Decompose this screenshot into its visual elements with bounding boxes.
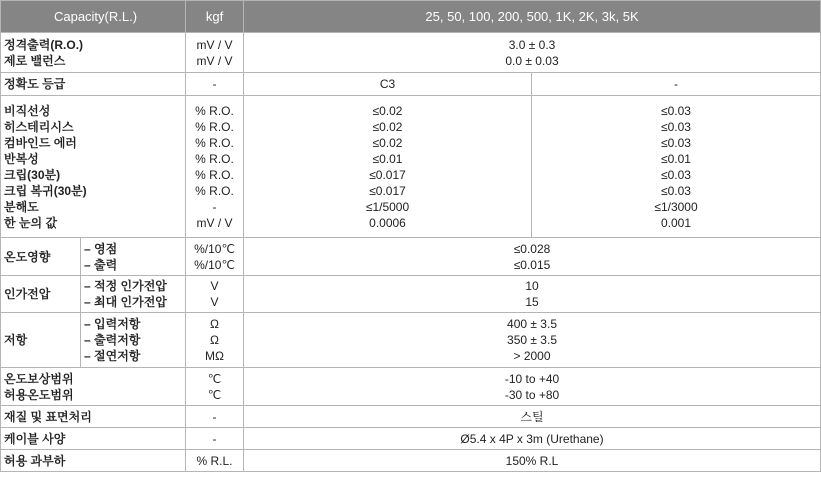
row-temp-effect bbox=[1, 238, 821, 276]
overload-unit: % R.L. bbox=[186, 450, 244, 472]
row-material bbox=[1, 406, 821, 428]
row-accuracy bbox=[1, 96, 821, 238]
temp-range-values bbox=[244, 368, 821, 406]
temp-effect-label: 온도영향 bbox=[1, 238, 81, 276]
overload-label: 허용 과부하 bbox=[1, 450, 186, 472]
hysteresis-c1: ≤0.02 bbox=[372, 119, 403, 134]
output-resistance-unit: Ω bbox=[210, 333, 219, 347]
creep-return-c1: ≤0.017 bbox=[369, 183, 406, 198]
compensated-range-unit: ℃ bbox=[207, 371, 222, 386]
resolution-c1: ≤1/5000 bbox=[365, 199, 410, 214]
accuracy-labels bbox=[1, 96, 186, 238]
temp-effect-span-value: ≤0.015 bbox=[513, 257, 551, 272]
creep-return-c2: ≤0.03 bbox=[661, 183, 691, 198]
cable-unit: - bbox=[186, 428, 244, 450]
temp-range-units bbox=[186, 368, 244, 406]
creep-c2: ≤0.03 bbox=[661, 167, 691, 182]
insulation-resistance-value: > 2000 bbox=[513, 349, 551, 363]
accuracy-c1 bbox=[244, 96, 532, 238]
repeatability-unit: % R.O. bbox=[195, 151, 234, 166]
output-resistance-label: – 출력저항 bbox=[84, 333, 141, 347]
excitation-max-label: – 최대 인가전압 bbox=[84, 295, 167, 309]
combined-error-unit: % R.O. bbox=[195, 135, 234, 150]
resistance-units bbox=[186, 313, 244, 368]
input-resistance-label: – 입력저항 bbox=[84, 317, 141, 331]
excitation-recommended-label: – 적정 인가전압 bbox=[84, 279, 167, 293]
output-resistance-value: 350 ± 3.5 bbox=[507, 333, 557, 347]
division-value-unit: mV / V bbox=[196, 215, 233, 230]
safe-range-unit: ℃ bbox=[207, 387, 222, 402]
accuracy-units bbox=[186, 96, 244, 238]
material-label: 재질 및 표면처리 bbox=[1, 406, 186, 428]
nonlinearity-c1: ≤0.02 bbox=[372, 103, 403, 118]
overload-value: 150% R.L bbox=[244, 450, 821, 472]
row-excitation bbox=[1, 276, 821, 313]
temp-effect-span-label: – 출력 bbox=[84, 257, 118, 272]
output-units bbox=[186, 33, 244, 73]
zero-balance-label: 제로 밸런스 bbox=[4, 53, 66, 68]
temp-effect-span-unit: %/10℃ bbox=[194, 257, 235, 272]
resolution-label: 분해도 bbox=[4, 199, 39, 214]
repeatability-c1: ≤0.01 bbox=[372, 151, 403, 166]
repeatability-label: 반복성 bbox=[4, 151, 39, 166]
material-value: 스틸 bbox=[244, 406, 821, 428]
grade-c2: - bbox=[532, 73, 821, 96]
temp-effect-zero-value: ≤0.028 bbox=[513, 241, 551, 256]
hysteresis-unit: % R.O. bbox=[195, 119, 234, 134]
temp-effect-zero-label: – 영점 bbox=[84, 241, 118, 256]
row-output bbox=[1, 33, 821, 73]
rated-output-label: 정격출력(R.O.) bbox=[4, 37, 84, 52]
temp-effect-zero-unit: %/10℃ bbox=[194, 241, 235, 256]
combined-error-c1: ≤0.02 bbox=[372, 135, 403, 150]
resistance-label: 저항 bbox=[1, 313, 81, 368]
division-value-label: 한 눈의 값 bbox=[4, 215, 58, 230]
nonlinearity-unit: % R.O. bbox=[195, 103, 234, 118]
grade-c1: C3 bbox=[244, 73, 532, 96]
nonlinearity-label: 비직선성 bbox=[4, 103, 51, 118]
hysteresis-c2: ≤0.03 bbox=[661, 119, 691, 134]
combined-error-c2: ≤0.03 bbox=[661, 135, 691, 150]
header-row bbox=[1, 1, 821, 33]
creep-return-label: 크립 복귀(30분) bbox=[4, 183, 87, 198]
creep-unit: % R.O. bbox=[195, 167, 234, 182]
creep-return-unit: % R.O. bbox=[195, 183, 234, 198]
division-value-c2: 0.001 bbox=[661, 215, 692, 230]
hysteresis-label: 히스테리시스 bbox=[4, 119, 74, 134]
repeatability-c2: ≤0.01 bbox=[661, 151, 691, 166]
rated-output-value: 3.0 ± 0.3 bbox=[508, 37, 556, 52]
row-overload bbox=[1, 450, 821, 472]
header-capacity: Capacity(R.L.) bbox=[1, 1, 186, 33]
compensated-range-value: -10 to +40 bbox=[504, 371, 560, 386]
zero-balance-value: 0.0 ± 0.03 bbox=[505, 53, 559, 68]
temp-range-labels bbox=[1, 368, 186, 406]
cable-value: Ø5.4 x 4P x 3m (Urethane) bbox=[244, 428, 821, 450]
excitation-subs bbox=[81, 276, 186, 313]
zero-balance-unit: mV / V bbox=[196, 53, 233, 68]
insulation-resistance-label: – 절연저항 bbox=[84, 349, 141, 363]
material-unit: - bbox=[186, 406, 244, 428]
resolution-unit: - bbox=[212, 199, 217, 214]
row-temp-range bbox=[1, 368, 821, 406]
excitation-label: 인가전압 bbox=[1, 276, 81, 313]
row-grade bbox=[1, 73, 821, 96]
rated-output-unit: mV / V bbox=[196, 37, 233, 52]
accuracy-c2 bbox=[532, 96, 821, 238]
temp-effect-values bbox=[244, 238, 821, 276]
excitation-values bbox=[244, 276, 821, 313]
output-values bbox=[244, 33, 821, 73]
excitation-max-value: 15 bbox=[525, 295, 539, 309]
division-value-c1: 0.0006 bbox=[369, 215, 406, 230]
excitation-recommended-unit: V bbox=[210, 279, 219, 293]
combined-error-label: 컴바인드 에러 bbox=[4, 135, 77, 150]
header-range: 25, 50, 100, 200, 500, 1K, 2K, 3k, 5K bbox=[244, 1, 821, 33]
grade-label: 정확도 등급 bbox=[1, 73, 186, 96]
nonlinearity-c2: ≤0.03 bbox=[661, 103, 691, 118]
creep-label: 크립(30분) bbox=[4, 167, 61, 182]
creep-c1: ≤0.017 bbox=[369, 167, 406, 182]
output-labels bbox=[1, 33, 186, 73]
resolution-c2: ≤1/3000 bbox=[654, 199, 698, 214]
grade-unit: - bbox=[186, 73, 244, 96]
row-cable bbox=[1, 428, 821, 450]
cable-label: 케이블 사양 bbox=[1, 428, 186, 450]
insulation-resistance-unit: MΩ bbox=[205, 349, 224, 363]
row-resistance bbox=[1, 313, 821, 368]
compensated-range-label: 온도보상범위 bbox=[4, 371, 74, 386]
safe-range-label: 허용온도범위 bbox=[4, 387, 74, 402]
temp-effect-units bbox=[186, 238, 244, 276]
input-resistance-unit: Ω bbox=[210, 317, 219, 331]
excitation-max-unit: V bbox=[210, 295, 219, 309]
excitation-recommended-value: 10 bbox=[525, 279, 539, 293]
safe-range-value: -30 to +80 bbox=[504, 387, 560, 402]
temp-effect-subs bbox=[81, 238, 186, 276]
resistance-subs bbox=[81, 313, 186, 368]
header-unit: kgf bbox=[186, 1, 244, 33]
excitation-units bbox=[186, 276, 244, 313]
resistance-values bbox=[244, 313, 821, 368]
input-resistance-value: 400 ± 3.5 bbox=[507, 317, 557, 331]
